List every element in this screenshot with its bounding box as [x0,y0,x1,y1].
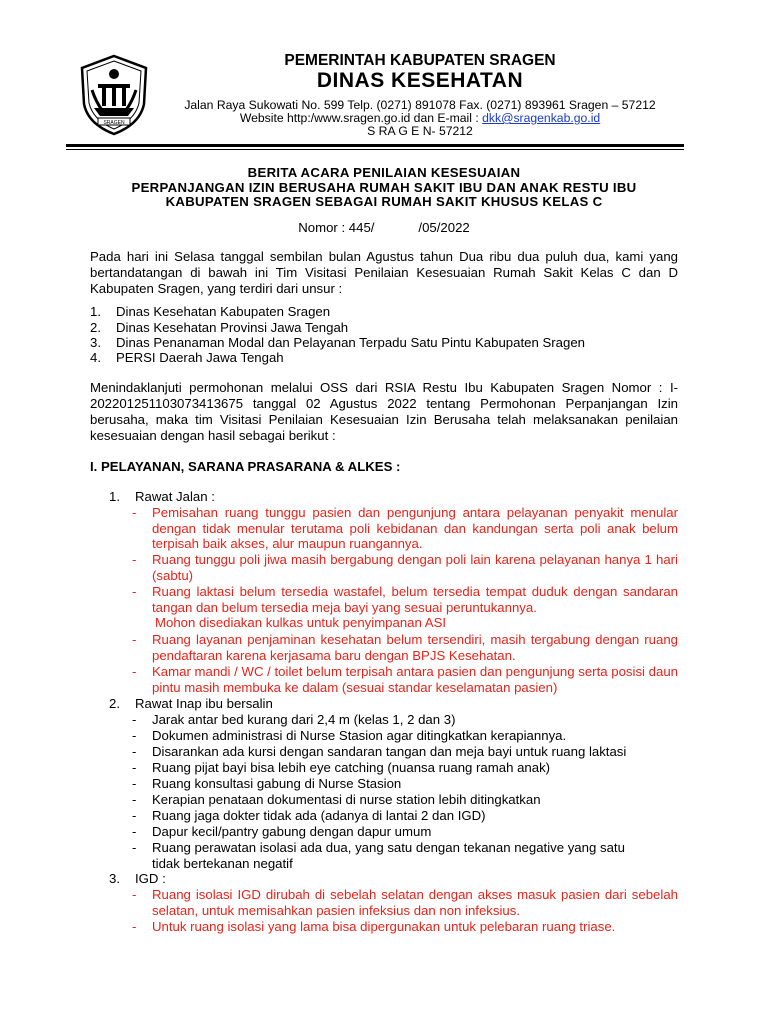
igd-item: Ruang isolasi IGD dirubah di sebelah selatan dengan akses masuk pasien dari sebelah selatan, untuk memisahkan pasien infeksius dan non infeksius. [152,887,678,918]
dash-bullet: - [132,712,137,727]
doc-title-1: BERITA ACARA PENILAIAN KESESUAIAN [247,165,521,180]
rawat-inap-item: Ruang jaga dokter tidak ada (adanya di lantai 2 dan IGD) [152,808,486,823]
rawat-jalan-item: Ruang layanan penjaminan kesehatan belum tersendiri, masih tergabung dengan ruang pendaftaran karena kerjasama baru dengan BPJS Kesehatan. [152,632,678,663]
dash-bullet: - [132,552,137,567]
contact-line [160,111,680,125]
dash-bullet: - [132,808,137,823]
igd-item: Untuk ruang isolasi yang lama bisa dipergunakan untuk pelebaran ruang triase. [152,919,616,934]
member-item: 1. Dinas Kesehatan Kabupaten Sragen [90,304,331,319]
rawat-inap-item: Ruang pijat bayi bisa lebih eye catching (nuansa ruang ramah anak) [152,760,551,775]
city-line: S RA G E N- 57212 [367,124,473,138]
doc-title-2: PERPANJANGAN IZIN BERUSAHA RUMAH SAKIT IBU DAN ANAK RESTU IBU [131,180,637,195]
doc-number: Nomor : 445/ /05/2022 [298,220,470,235]
header-rule-thin [66,149,684,150]
dash-bullet: - [132,505,137,520]
rawat-jalan-note: Mohon disediakan kulkas untuk penyimpanan ASI [155,615,447,630]
rawat-inap-item: Kerapian penataan dokumentasi di nurse station lebih ditingkatkan [152,792,541,807]
email-link[interactable]: dkk@sragenkab.go.id [482,111,601,125]
dash-bullet: - [132,664,137,679]
rawat-inap-heading: 2. Rawat Inap ibu bersalin [109,696,273,711]
followup-paragraph: Menindaklanjuti permohonan melalui OSS dari RSIA Restu Ibu Kabupaten Sragen Nomor : I-202201251103073413675 tanggal 02 Agustus 2022 tentang Permohonan Perpanjangan Izin berusaha, maka tim Visitasi Penilaian Kesesuaian Izin Berusaha telah melaksanakan penilaian kesesuaian dengan hasil sebagai berikut : [90,380,678,443]
rawat-jalan-item: Kamar mandi / WC / toilet belum terpisah antara pasien dan pengunjung serta posisi daun pintu masih membuka ke dalam (sesuai standar keselamatan pasien) [152,664,678,695]
rawat-inap-item: Ruang konsultasi gabung di Nurse Stasion [152,776,402,791]
dash-bullet: - [132,887,137,902]
rawat-jalan-item: Ruang laktasi belum tersedia wastafel, belum tersedia tempat duduk dengan sandaran tangan dan belum tersedia meja bayi yang sesuai peruntukannya. [152,584,678,615]
rawat-jalan-heading: 1. Rawat Jalan : [109,489,215,504]
dash-bullet: - [132,776,137,791]
igd-heading: 3. IGD : [109,871,166,886]
dash-bullet: - [132,919,137,934]
website-text: Website http:/www.sragen.go.id dan E-mail : [239,111,483,125]
dash-bullet: - [132,744,137,759]
dash-bullet: - [132,632,137,647]
dash-bullet: - [132,728,137,743]
doc-title-3: KABUPATEN SRAGEN SEBAGAI RUMAH SAKIT KHUSUS KELAS C [165,194,603,209]
section-heading: I. PELAYANAN, SARANA PRASARANA & ALKES : [90,459,401,474]
dash-bullet: - [132,584,137,599]
header-rule-thick [66,144,684,147]
address-line: Jalan Raya Sukowati No. 599 Telp. (0271) 891078 Fax. (0271) 893961 Sragen – 57212 [184,98,656,112]
rawat-jalan-item: Pemisahan ruang tunggu pasien dan pengunjung antara pelayanan penyakit menular dengan tidak menular terutama poli kebidanan dan kandungan serta poli anak belum terpisah baik akses, alur maupun ruangannya. [152,505,678,551]
agency-name: DINAS KESEHATAN [316,69,524,92]
government-name: PEMERINTAH KABUPATEN SRAGEN [284,52,556,69]
rawat-inap-item: Dokumen administrasi di Nurse Stasion agar ditingkatkan kerapiannya. [152,728,567,743]
dash-bullet: - [132,824,137,839]
dash-bullet: - [132,760,137,775]
rawat-inap-item: Disarankan ada kursi dengan sandaran tangan dan meja bayi untuk ruang laktasi [152,744,627,759]
dash-bullet: - [132,840,137,855]
intro-paragraph: Pada hari ini Selasa tanggal sembilan bulan Agustus tahun Dua ribu dua puluh dua, kami yang bertandatangan di bawah ini Tim Visitasi Penilaian Kesesuaian Rumah Sakit Kelas C dan D Kabupaten Sragen, yang terdiri dari unsur : [90,249,678,296]
rawat-jalan-item: Ruang tunggu poli jiwa masih bergabung dengan poli lain karena pelayanan hanya 1 hari (sabtu) [152,552,678,583]
member-item: 3. Dinas Penanaman Modal dan Pelayanan Terpadu Satu Pintu Kabupaten Sragen [90,335,585,350]
member-item: 4. PERSI Daerah Jawa Tengah [90,350,284,365]
svg-text:SRAGEN: SRAGEN [103,120,125,126]
rawat-inap-item: Ruang perawatan isolasi ada dua, yang satu dengan tekanan negative yang satu tidak bertekanan negatif [152,840,625,871]
rawat-inap-item: Dapur kecil/pantry gabung dengan dapur umum [152,824,432,839]
dash-bullet: - [132,792,137,807]
kabupaten-sragen-logo [78,54,150,136]
rawat-inap-item: Jarak antar bed kurang dari 2,4 m (kelas 1, 2 dan 3) [152,712,456,727]
member-item: 2. Dinas Kesehatan Provinsi Jawa Tengah [90,320,349,335]
